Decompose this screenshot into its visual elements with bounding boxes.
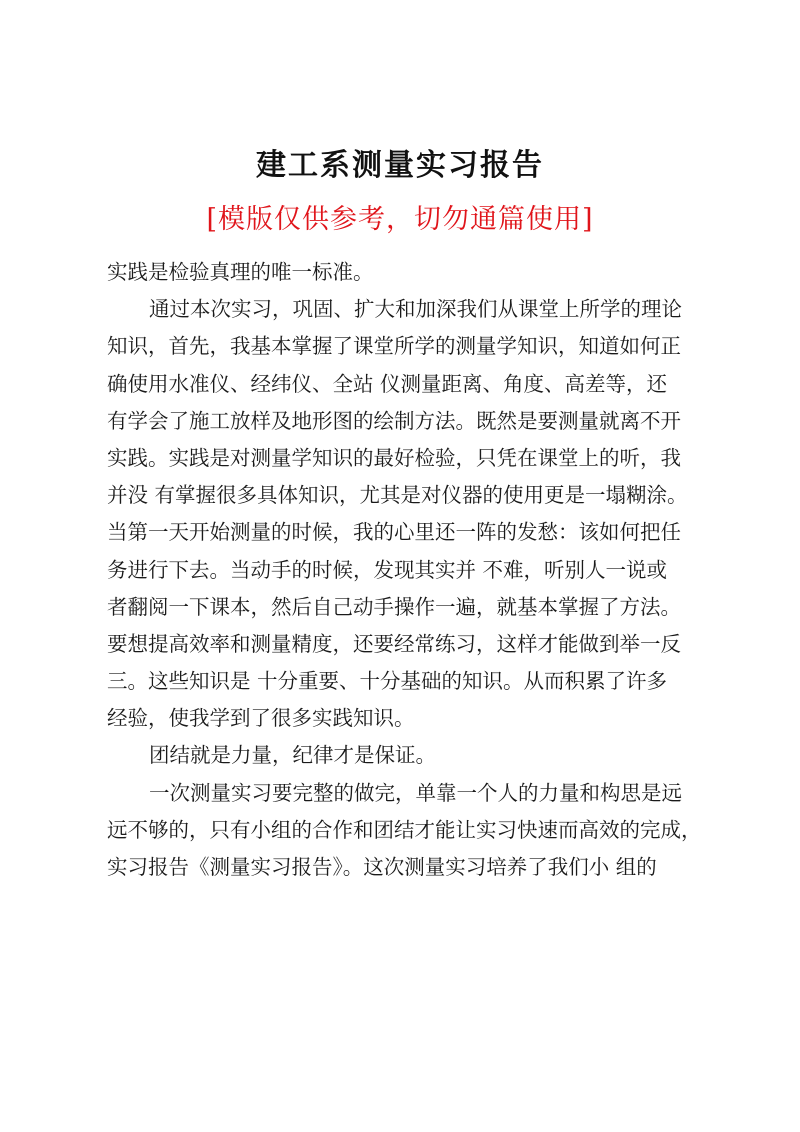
template-notice: [模版仅供参考，切勿通篇使用] <box>206 204 594 235</box>
body-line: 实践是检验真理的唯一标准。 <box>107 260 374 284</box>
body-line: 确使用水准仪、经纬仪、全站 仪测量距离、角度、高差等，还 <box>107 371 668 396</box>
body-line: 要想提高效率和测量精度，还要经常练习，这样才能做到举一反 <box>107 631 681 656</box>
body-line: 经验，使我学到了很多实践知识。 <box>107 706 415 731</box>
body-line: 知识，首先，我基本掌握了课堂所学的测量学知识，知道如何正 <box>107 334 681 359</box>
body-line: 务进行下去。当动手的时候，发现其实并 不难，听别人一说或 <box>107 557 668 582</box>
body-line: 团结就是力量，纪律才是保证。 <box>149 743 436 768</box>
body-line: 实习报告《测量实习报告》。这次测量实习培养了我们小 组的 <box>107 855 657 879</box>
document-body <box>107 254 707 886</box>
body-line: 实践。实践是对测量学知识的最好检验，只凭在课堂上的听，我 <box>107 445 681 470</box>
body-line: 有学会了施工放样及地形图的绘制方法。既然是要测量就离不开 <box>107 408 681 433</box>
body-line: 者翻阅一下课本，然后自己动手操作一遍，就基本掌握了方法。 <box>107 594 681 619</box>
body-line: 一次测量实习要完整的做完，单靠一个人的力量和构思是远 <box>149 780 682 805</box>
body-line: 远不够的，只有小组的合作和团结才能让实习快速而高效的完成， <box>107 817 702 842</box>
document-title: 建工系测量实习报告 <box>256 148 544 183</box>
body-line: 当第一天开始测量的时候，我的心里还一阵的发愁：该如何把任 <box>107 520 681 545</box>
body-line: 通过本次实习，巩固、扩大和加深我们从课堂上所学的理论 <box>149 297 682 322</box>
body-line: 三。这些知识是 十分重要、十分基础的知识。从而积累了许多 <box>107 669 668 694</box>
body-line: 并没 有掌握很多具体知识，尤其是对仪器的使用更是一塌糊涂。 <box>107 483 688 508</box>
